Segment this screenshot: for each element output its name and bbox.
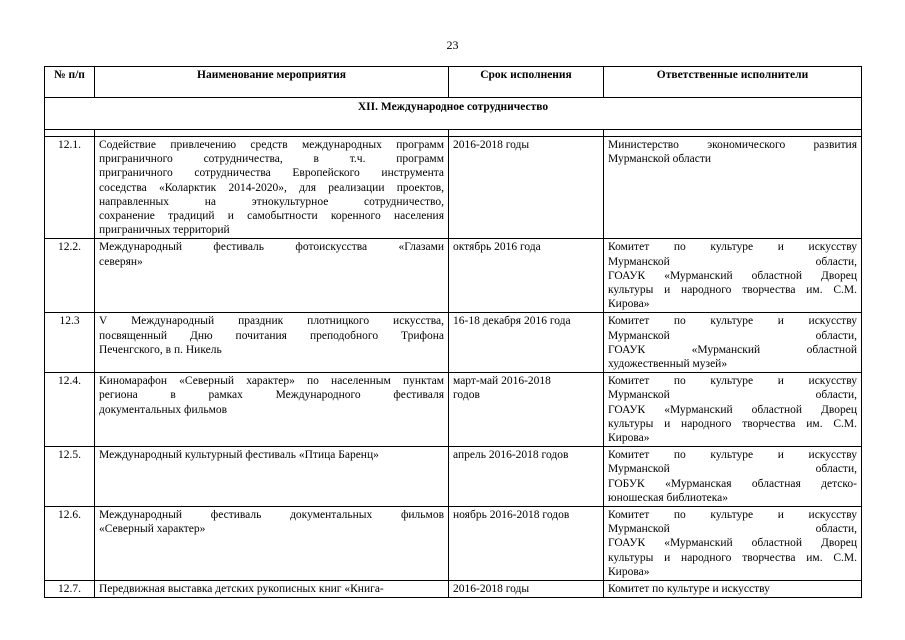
events-table xyxy=(44,66,862,598)
deadline-line: 2016-2018 годы xyxy=(453,583,530,596)
responsible-line: ГОАУК «Мурманский областной xyxy=(608,343,857,356)
deadline-cell xyxy=(449,581,604,598)
header-deadline: Срок исполнения xyxy=(449,67,604,98)
responsible-cell xyxy=(604,507,862,581)
deadline-cell xyxy=(449,507,604,581)
event-name-line: Печенгского, в п. Никель xyxy=(99,343,222,356)
deadline-cell xyxy=(449,373,604,447)
event-name-line: соседства «Коларктик 2014-2020», для реализации проектов, xyxy=(99,181,444,194)
page-number: 23 xyxy=(446,38,459,52)
deadline-line: 2016-2018 годы xyxy=(453,139,530,151)
responsible-line: Министерство экономического развития xyxy=(608,139,857,151)
responsible-line: юношеская библиотека» xyxy=(608,491,728,504)
deadline-cell xyxy=(449,313,604,373)
table-row xyxy=(45,447,862,507)
deadline-cell xyxy=(449,239,604,313)
event-name-line: Киномарафон «Северный характер» по населенным пунктам xyxy=(99,375,444,388)
event-name-line: Международный фестиваль документальных фильмов xyxy=(99,509,444,522)
section-row xyxy=(45,98,862,130)
table-row xyxy=(45,239,862,313)
event-name-line: Международный культурный фестиваль «Птица Баренц» xyxy=(99,449,379,462)
responsible-line: Комитет по культуре и искусству xyxy=(608,449,857,462)
deadline-line: ноябрь 2016-2018 годов xyxy=(453,509,570,522)
section-title: XII. Международное сотрудничество xyxy=(45,98,862,130)
responsible-line: Кирова» xyxy=(608,432,650,445)
event-name-cell xyxy=(95,447,449,507)
responsible-line: Мурманской области, xyxy=(608,255,857,268)
responsible-line: Мурманской области xyxy=(608,153,712,166)
responsible-line: культуры и народного творчества им. С.М. xyxy=(608,551,857,564)
deadline-cell xyxy=(449,137,604,239)
spacer-cell xyxy=(45,130,95,137)
responsible-cell xyxy=(604,313,862,373)
deadline-line: 16-18 декабря 2016 года xyxy=(453,315,571,328)
event-name-line: приграничных территорий xyxy=(99,224,230,237)
responsible-line: художественный музей» xyxy=(608,358,728,371)
responsible-line: Мурманской области, xyxy=(608,389,857,402)
row-number: 12.6. xyxy=(45,507,95,581)
row-number: 12.4. xyxy=(45,373,95,447)
event-name-cell xyxy=(95,313,449,373)
event-name-line: приграничного сотрудничества, в т.ч. программ xyxy=(99,153,444,166)
section-spacer-row xyxy=(45,130,862,137)
event-name-cell xyxy=(95,137,449,239)
spacer-cell xyxy=(604,130,862,137)
event-name-line: посвященный Дню почитания преподобного Трифона xyxy=(99,329,444,342)
table-row xyxy=(45,507,862,581)
event-name-line: Содействие привлечению средств международных программ xyxy=(99,139,444,151)
row-number: 12.5. xyxy=(45,447,95,507)
deadline-cell xyxy=(449,447,604,507)
deadline-line: март-май 2016-2018 xyxy=(453,375,551,388)
row-number: 12.7. xyxy=(45,581,95,598)
event-name-line: V Международный праздник плотницкого искусства, xyxy=(99,315,444,328)
table-row xyxy=(45,313,862,373)
event-name-cell xyxy=(95,373,449,447)
deadline-line: годов xyxy=(453,389,480,402)
spacer-cell xyxy=(95,130,449,137)
responsible-line: ГОБУК «Мурманская областная детско- xyxy=(608,477,857,490)
event-name-cell xyxy=(95,581,449,598)
table-row xyxy=(45,137,862,239)
table-row xyxy=(45,581,862,598)
responsible-line: культуры и народного творчества им. С.М. xyxy=(608,417,857,430)
row-number: 12.1. xyxy=(45,137,95,239)
event-name-line: сохранение традиций и самобытности коренного населения xyxy=(99,210,444,223)
responsible-line: ГОАУК «Мурманский областной Дворец xyxy=(608,537,857,550)
event-name-line: Международный фестиваль фотоискусства «Глазами xyxy=(99,241,444,254)
header-event-name: Наименование мероприятия xyxy=(95,67,449,98)
row-number: 12.2. xyxy=(45,239,95,313)
responsible-line: ГОАУК «Мурманский областной Дворец xyxy=(608,403,857,416)
spacer-cell xyxy=(449,130,604,137)
header-number: № п/п xyxy=(45,67,95,98)
table-row xyxy=(45,373,862,447)
deadline-line: апрель 2016-2018 годов xyxy=(453,449,569,462)
responsible-line: ГОАУК «Мурманский областной Дворец xyxy=(608,269,857,282)
deadline-line: октябрь 2016 года xyxy=(453,241,541,254)
responsible-line: Комитет по культуре и искусству xyxy=(608,315,857,328)
responsible-cell xyxy=(604,447,862,507)
event-name-line: приграничного сотрудничества Европейского инструмента xyxy=(99,167,444,180)
responsible-line: Мурманской области, xyxy=(608,329,857,342)
responsible-line: Комитет по культуре и искусству xyxy=(608,375,857,388)
event-name-line: региона в рамках Международного фестиваля xyxy=(99,389,444,402)
responsible-line: Мурманской области, xyxy=(608,463,857,476)
responsible-line: Мурманской области, xyxy=(608,523,857,536)
event-name-line: северян» xyxy=(99,255,143,268)
responsible-cell xyxy=(604,373,862,447)
event-name-cell xyxy=(95,507,449,581)
responsible-line: Комитет по культуре и искусству xyxy=(608,509,857,522)
responsible-line: Комитет по культуре и искусству xyxy=(608,241,857,254)
row-number: 12.3 xyxy=(45,313,95,373)
table-header-row xyxy=(45,67,862,98)
event-name-line: документальных фильмов xyxy=(99,403,228,416)
responsible-cell xyxy=(604,239,862,313)
responsible-line: культуры и народного творчества им. С.М. xyxy=(608,284,857,297)
event-name-cell xyxy=(95,239,449,313)
event-name-line: Передвижная выставка детских рукописных книг «Книга- xyxy=(99,583,384,596)
responsible-cell xyxy=(604,581,862,598)
event-name-line: направленных на этнокультурное сотрудничество, xyxy=(99,195,444,208)
responsible-cell xyxy=(604,137,862,239)
responsible-line: Кирова» xyxy=(608,298,650,311)
responsible-line: Комитет по культуре и искусству xyxy=(608,583,770,596)
event-name-line: «Северный характер» xyxy=(99,523,206,536)
responsible-line: Кирова» xyxy=(608,565,650,578)
header-responsible: Ответственные исполнители xyxy=(604,67,862,98)
